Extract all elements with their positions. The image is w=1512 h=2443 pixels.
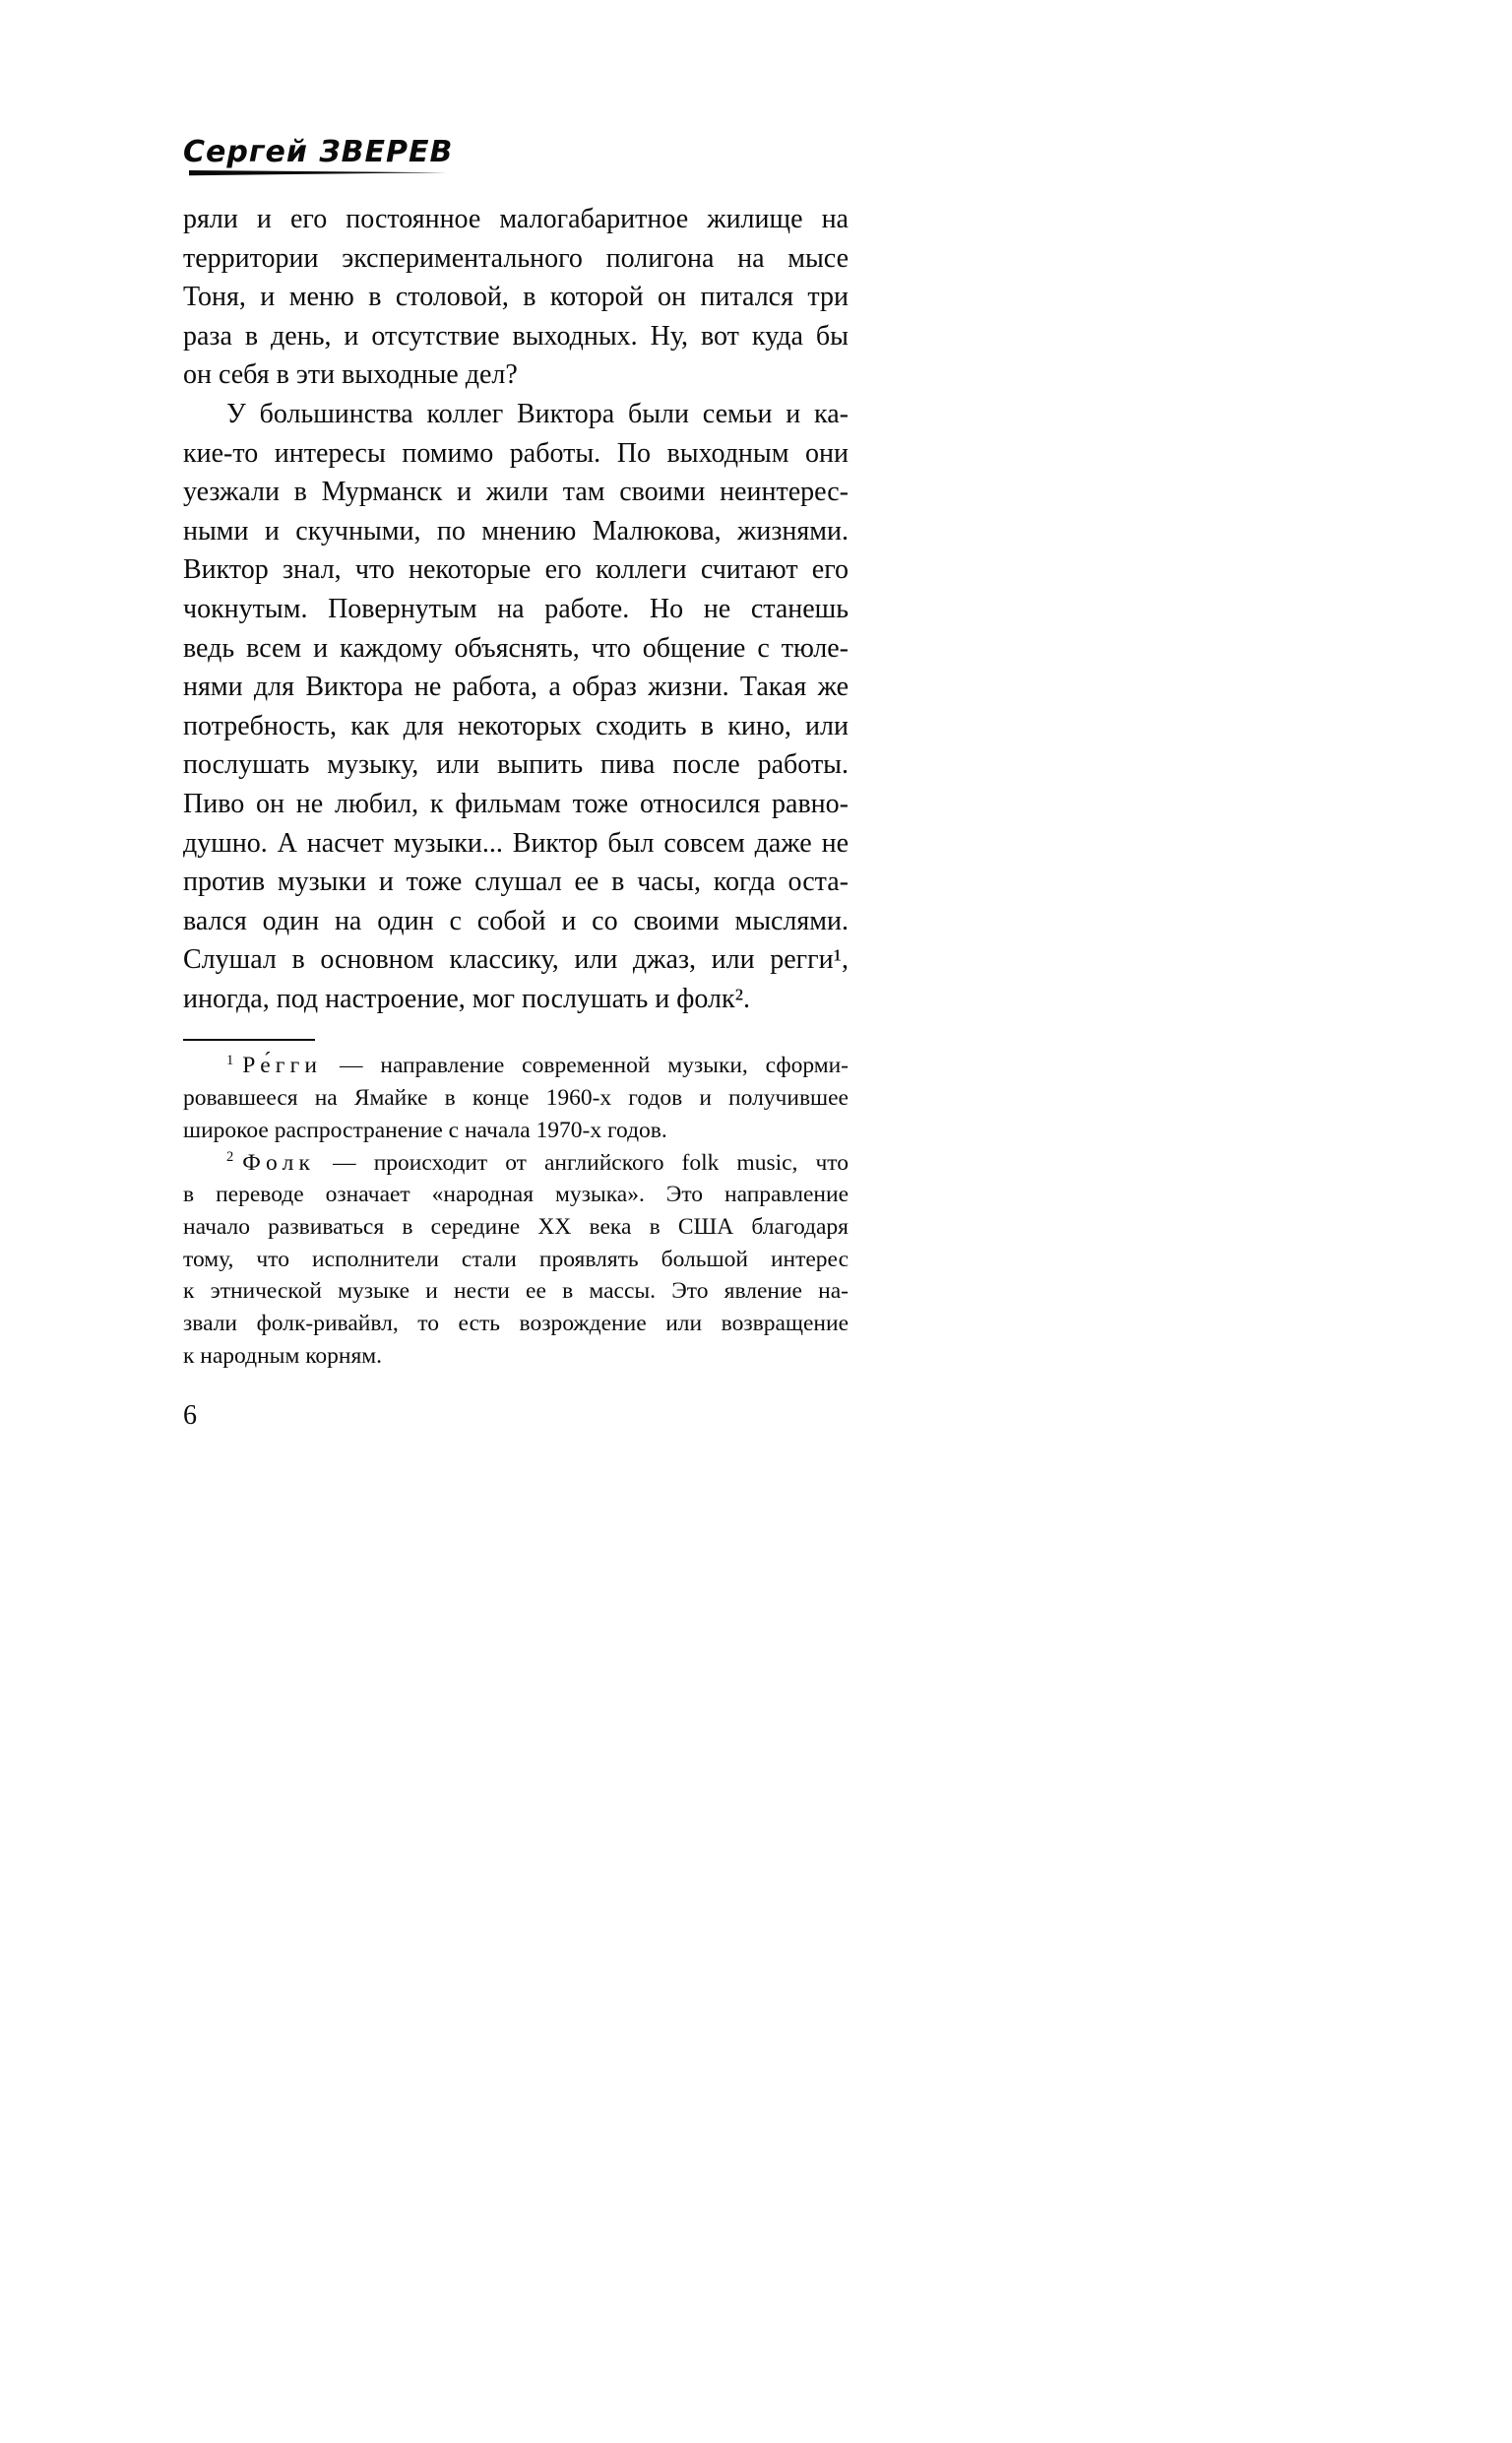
footnotes: [183, 1050, 849, 1372]
footnote-separator: [183, 1039, 315, 1041]
footnote-text: — происходит от английского folk music, что: [333, 1149, 849, 1176]
footnote-line: начало развиваться в середине XX века в США благодаря: [183, 1213, 849, 1240]
footnote-line: к народным корням.: [183, 1342, 383, 1369]
text-line: чокнутым. Повернутым на работе. Но не станешь: [183, 593, 849, 624]
text-line: У большинства коллег Виктора были семьи и ка-: [226, 398, 849, 429]
text-line: ряли и его постоянное малогабаритное жилище на: [183, 204, 849, 234]
footnote-line: звали фолк-ривайвл, то есть возрождение или возвращение: [183, 1311, 849, 1337]
text-line: потребность, как для некоторых сходить в кино, или: [183, 710, 849, 741]
footnote-line: [183, 1147, 849, 1180]
footnote-term: Фолк: [242, 1149, 316, 1176]
footnote-line: тому, что исполнители стали проявлять большой интерес: [183, 1246, 849, 1272]
footnote-text: — направление современной музыки, сформи-: [340, 1053, 850, 1079]
text-line: раза в день, и отсутствие выходных. Ну, вот куда бы: [183, 320, 849, 352]
text-line: против музыки и тоже слушал ее в часы, когда оста-: [183, 867, 849, 898]
author-name: Сергей ЗВЕРЕВ: [183, 135, 454, 169]
author-header: [183, 136, 1512, 176]
text-line: Слушал в основном классику, или джаз, или регги¹,: [183, 944, 849, 976]
text-line: Виктор знал, что некоторые его коллеги считают его: [183, 554, 849, 586]
text-line: ными и скучными, по мнению Малюкова, жизнями.: [183, 515, 849, 546]
page-number: 6: [183, 1399, 197, 1431]
text-line: Тоня, и меню в столовой, в которой он питался три: [183, 282, 849, 313]
text-line: он себя в эти выходные дел?: [183, 359, 518, 391]
footnote-marker: 1: [226, 1052, 234, 1068]
footnote-marker: 2: [226, 1148, 234, 1165]
text-line: нями для Виктора не работа, а образ жизни. Такая же: [183, 672, 849, 703]
text-line: иногда, под настроение, мог послушать и фолк².: [183, 983, 751, 1014]
text-line: ведь всем и каждому объяснять, что общение с тюле-: [183, 632, 849, 664]
header-flourish-line: [189, 170, 447, 176]
footnote-term: Ре́гги: [242, 1053, 323, 1079]
footnote-line: широкое распространение с начала 1970-х годов.: [183, 1117, 667, 1143]
page-text: [183, 200, 849, 1018]
footnote-line: в переводе означает «народная музыка». Это направление: [183, 1182, 849, 1208]
footnote-line: ровавшееся на Ямайке в конце 1960-х годов и получившее: [183, 1085, 849, 1112]
footnote-line: к этнической музыке и нести ее в массы. Это явление на-: [183, 1278, 849, 1305]
text-line: душно. А насчет музыки... Виктор был совсем даже не: [183, 827, 849, 859]
footnote-line: [183, 1050, 849, 1082]
text-line: уезжали в Мурманск и жили там своими неинтерес-: [183, 477, 849, 508]
text-line: послушать музыку, или выпить пива после работы.: [183, 749, 849, 781]
text-line: кие-то интересы помимо работы. По выходным они: [183, 437, 849, 469]
text-line: территории экспериментального полигона на мысе: [183, 242, 849, 274]
text-line: вался один на один с собой и со своими мыслями.: [183, 905, 849, 936]
text-line: Пиво он не любил, к фильмам тоже относился равно-: [183, 788, 849, 819]
